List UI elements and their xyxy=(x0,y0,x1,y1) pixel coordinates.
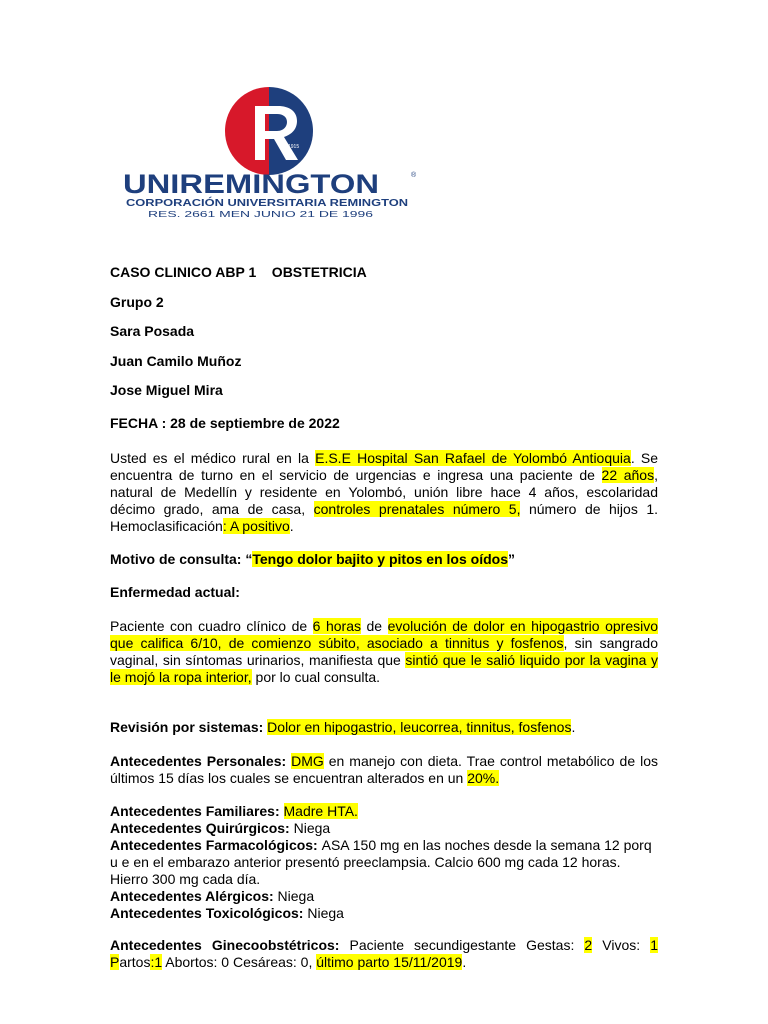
logo-registered: ® xyxy=(411,172,417,179)
member-name: Jose Miguel Mira xyxy=(110,382,223,398)
highlight-fluid: sintió que le salió liquido por la vagina y le mojó la ropa interior, xyxy=(110,652,658,685)
current-illness-label: Enfermedad actual: xyxy=(110,584,240,600)
illness-text: Paciente con cuadro clínico de xyxy=(110,618,313,634)
logo-resolution: RES. 2661 MEN JUNIO 21 DE 1996 xyxy=(148,210,374,219)
family-label: Antecedentes Familiares: xyxy=(110,803,284,819)
uniremington-logo xyxy=(118,82,422,224)
logo-name: UNIREMINGTON xyxy=(123,169,379,199)
quote-mark: “ xyxy=(245,551,253,567)
personal-label: Antecedentes Personales: xyxy=(110,753,292,769)
intro-text: . xyxy=(289,518,294,534)
toxic-value: Niega xyxy=(307,905,344,921)
pharma-value: ASA 150 mg en las noches desde la semana 12 porq u e en el embarazo anterior presentó preeclampsia. Calcio 600 mg cada 12 horas. Hierro 300 mg cada día. xyxy=(110,837,652,887)
allergic-value: Niega xyxy=(277,888,315,904)
highlight-vivos: 1 P xyxy=(110,937,658,970)
personal-history xyxy=(110,753,658,787)
logo-mark xyxy=(225,87,313,175)
gyneco-text: Paciente secundigestante Gestas: xyxy=(349,937,585,953)
case-date: FECHA : 28 de septiembre de 2022 xyxy=(110,415,340,431)
allergic-history xyxy=(110,888,314,905)
consult-reason xyxy=(110,551,515,568)
highlight-last-birth: último parto 15/11/2019 xyxy=(316,954,463,970)
gyneco-text: artos xyxy=(119,954,151,970)
highlight-pain: evolución de dolor en hipogastrio opresivo que califica 6/10, de comienzo súbito, asociado a tinnitus y fosfenos xyxy=(110,618,658,651)
review-value: Dolor en hipogastrio, leucorrea, tinnitus, fosfenos xyxy=(267,719,572,735)
highlight-prenatal: controles prenatales número 5, xyxy=(313,501,521,517)
illness-text: de xyxy=(361,618,388,634)
intro-text: . Se encuentra de turno en el servicio de urgencias e ingresa una paciente de xyxy=(110,450,659,483)
family-history xyxy=(110,803,358,820)
surgical-value: Niega xyxy=(293,820,331,836)
surgical-label: Antecedentes Quirúrgicos: xyxy=(110,820,294,836)
highlight-gestas: 2 xyxy=(584,937,593,953)
logo-year: 1915 xyxy=(288,144,300,150)
illness-text: por lo cual consulta. xyxy=(251,669,381,685)
highlight-hours: 6 horas xyxy=(312,618,361,634)
highlight-age: 22 años xyxy=(601,467,655,483)
highlight-partos: :1 xyxy=(150,954,163,970)
intro-text: número de hijos 1. Hemoclasificación xyxy=(110,501,658,534)
case-title: CASO CLINICO ABP 1 OBSTETRICIA xyxy=(110,264,367,280)
gyneco-text: Vivos: xyxy=(592,937,651,953)
intro-text: Usted es el médico rural en la xyxy=(110,450,316,466)
member-name: Sara Posada xyxy=(110,323,195,339)
illness-text: , sin sangrado vaginal, sin síntomas urinarios, manifiesta que xyxy=(110,635,658,668)
member-name: Juan Camilo Muñoz xyxy=(110,353,242,369)
consult-quote: Tengo dolor bajito y pitos en los oídos xyxy=(252,551,508,567)
gyneco-text: . xyxy=(462,954,467,970)
quote-mark: ” xyxy=(507,551,515,567)
pharma-history xyxy=(110,837,655,888)
logo-subtitle: CORPORACIÓN UNIVERSITARIA REMINGTON xyxy=(126,198,346,209)
intro-text: , natural de Medellín y residente en Yolombó, unión libre hace 4 años, escolaridad décimo grado, ama de casa, xyxy=(110,467,658,517)
toxic-history xyxy=(110,905,344,922)
gyneco-text: Abortos: 0 Cesáreas: 0, xyxy=(162,954,317,970)
personal-text: en manejo con dieta. Trae control metabólico de los últimos 15 días los cuales se encuentran alterados en un xyxy=(110,753,658,786)
gyneco-history xyxy=(110,937,658,971)
gyneco-label: Antecedentes Ginecoobstétricos: xyxy=(110,937,350,953)
systems-review xyxy=(110,719,575,736)
toxic-label: Antecedentes Toxicológicos: xyxy=(110,905,308,921)
allergic-label: Antecedentes Alérgicos: xyxy=(110,888,278,904)
family-value: Madre HTA. xyxy=(283,803,358,819)
highlight-hospital: E.S.E Hospital San Rafael de Yolombó Antioquia xyxy=(315,450,631,466)
review-label: Revisión por sistemas: xyxy=(110,719,268,735)
intro-paragraph xyxy=(110,450,658,535)
highlight-percent: 20%. xyxy=(467,770,500,786)
group-label: Grupo 2 xyxy=(110,294,164,310)
review-end: . xyxy=(571,719,576,735)
current-illness-paragraph xyxy=(110,618,658,686)
pharma-label: Antecedentes Farmacológicos: xyxy=(110,837,322,853)
highlight-blood-type: : A positivo xyxy=(222,518,290,534)
consult-label: Motivo de consulta: xyxy=(110,551,246,567)
surgical-history xyxy=(110,820,330,837)
highlight-dmg: DMG xyxy=(291,753,324,769)
